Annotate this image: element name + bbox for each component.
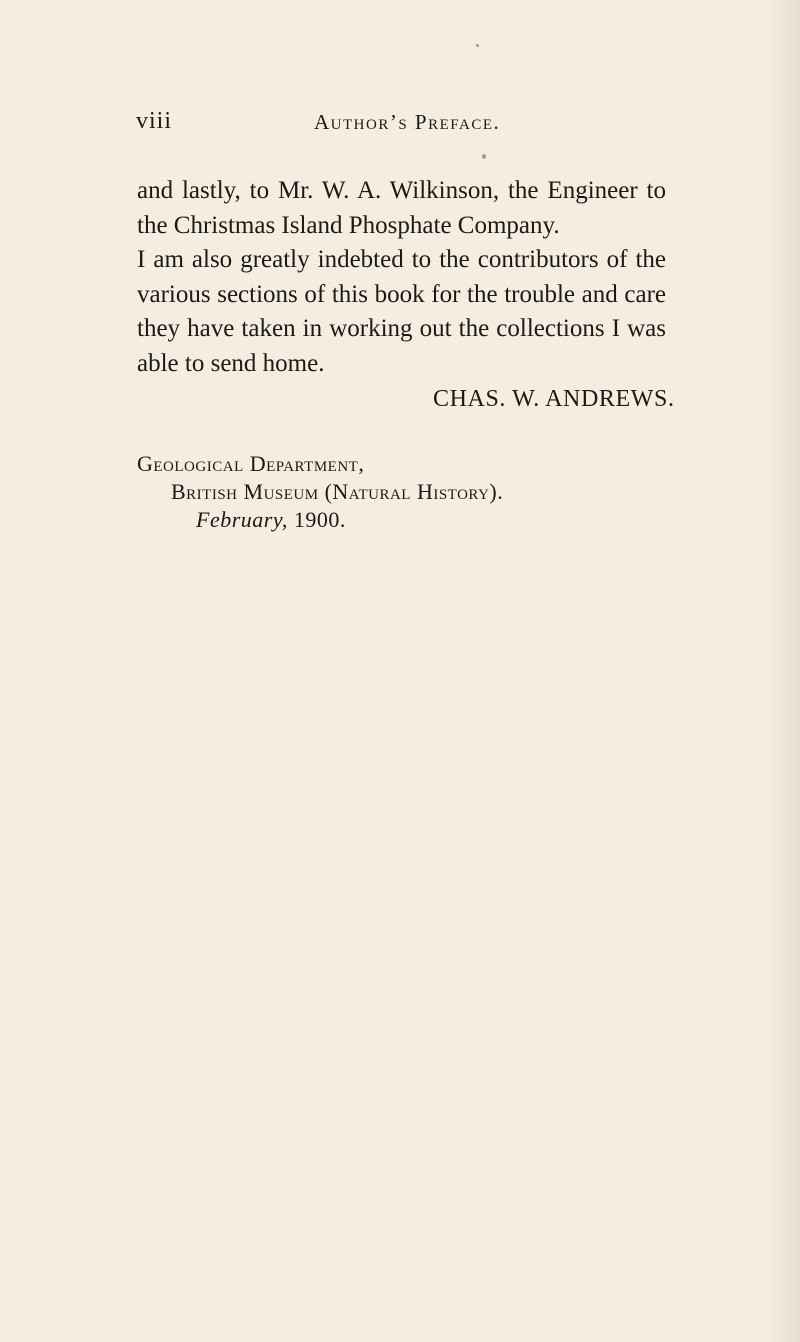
paper-speck [482,154,486,159]
address-block [137,450,503,534]
body-text [137,174,666,381]
date-year: 1900. [293,507,346,532]
running-title: Author’s Preface. [314,110,501,134]
address-line-department: Geological Department, [137,451,365,476]
author-signature: CHAS. W. ANDREWS. [433,386,675,412]
date-line [137,506,503,534]
paragraph-continuation: and lastly, to Mr. W. A. Wilkinson, the Engineer to the Christmas Island Phosphate Company. [137,177,666,239]
date-month: February, [196,507,288,532]
page-number: viii [136,108,173,134]
paragraph-acknowledgement: I am also greatly indebted to the contributors of the various sections of this book for the trouble and care they have taken in working out the collections I was able to send home. [137,246,666,377]
paper-speck [476,44,479,47]
running-head [136,108,664,142]
address-line-museum: British Museum (Natural History). [171,479,504,504]
